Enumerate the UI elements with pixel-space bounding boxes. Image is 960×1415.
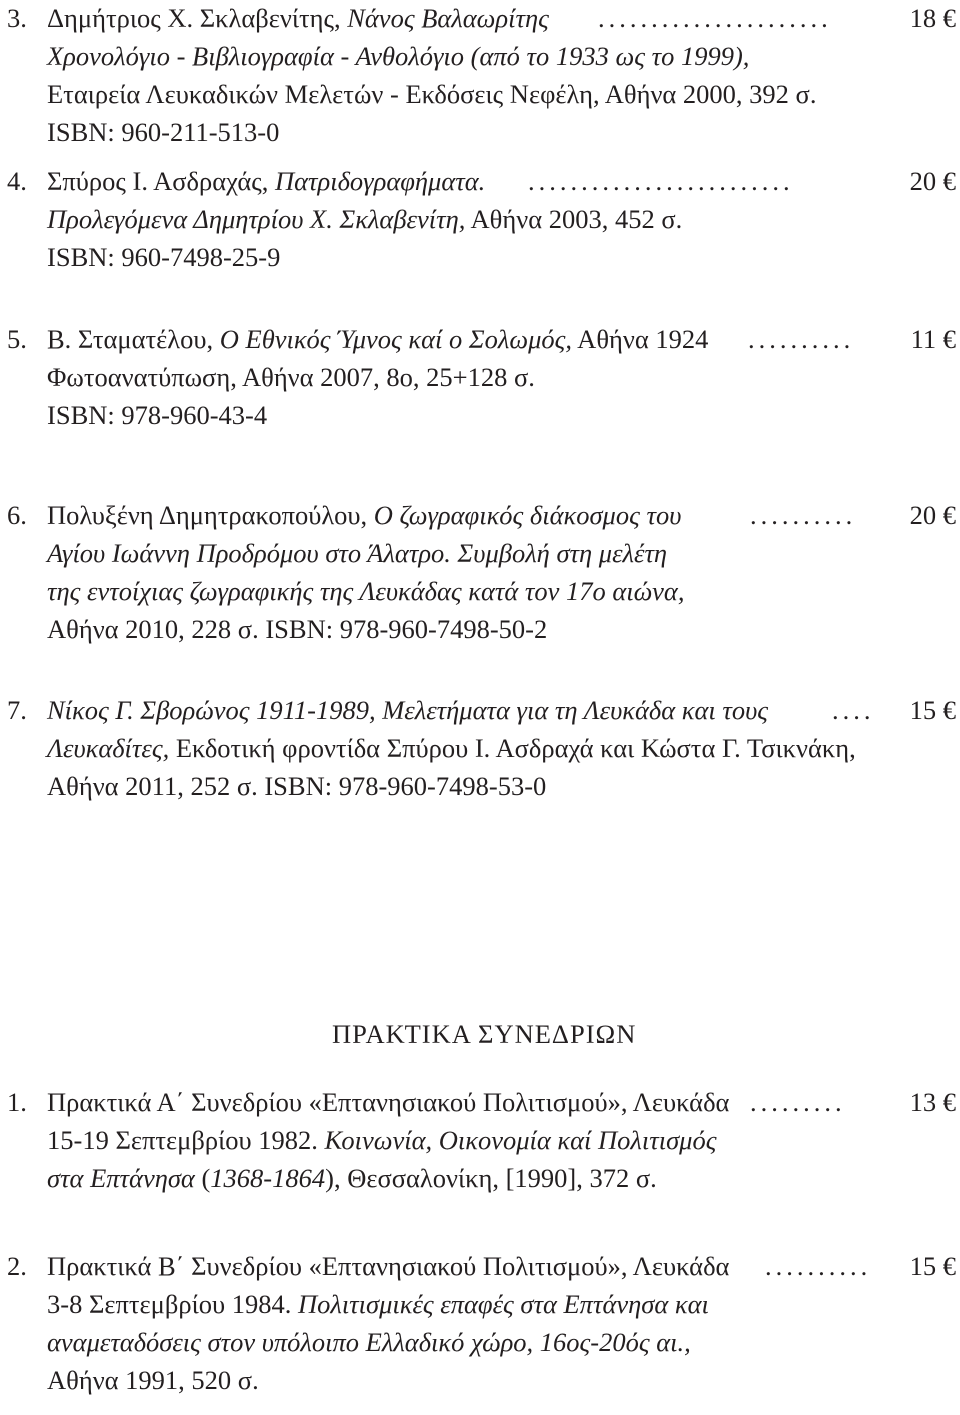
entry-text xyxy=(47,534,667,572)
entry-first-line xyxy=(0,1247,960,1285)
text-segment: Αθήνα 2003, 452 σ. xyxy=(465,204,683,234)
text-segment: ( xyxy=(194,1163,211,1193)
bibliography-entry xyxy=(0,1083,960,1197)
text-segment: ISBN: 960-7498-25-9 xyxy=(47,242,281,272)
text-segment: Αθήνα 1924 xyxy=(572,324,709,354)
entry-number: 7. xyxy=(7,695,27,725)
bibliography-entry xyxy=(0,320,960,434)
entry-text xyxy=(47,572,684,610)
entry-text xyxy=(47,610,547,648)
entry-price: 20 € xyxy=(909,166,956,196)
entry-number: 5. xyxy=(7,324,27,354)
italic-title-segment: 1368-1864 xyxy=(210,1163,326,1193)
dot-leader: .......... xyxy=(765,1251,872,1281)
entry-first-line xyxy=(0,320,960,358)
text-segment: ISBN: 978-960-43-4 xyxy=(47,400,268,430)
entry-text xyxy=(47,1159,657,1197)
entry-text xyxy=(47,1121,716,1159)
dot-leader: ......... xyxy=(750,1087,846,1117)
entry-line xyxy=(0,1159,960,1197)
italic-title-segment: Κοινωνία, Οικονομία καί Πολιτισμός xyxy=(324,1125,717,1155)
text-segment: Σπύρος Ι. Ασδραχάς, xyxy=(47,166,275,196)
bibliography-entry xyxy=(0,496,960,648)
entry-text xyxy=(47,396,267,434)
dot-leader: ......................... xyxy=(528,166,794,196)
entry-text xyxy=(47,496,681,534)
entry-text xyxy=(47,1285,709,1323)
entry-price: 11 € xyxy=(910,324,956,354)
entry-text xyxy=(47,1361,259,1399)
bibliography-entry xyxy=(0,162,960,276)
text-segment: Εταιρεία Λευκαδικών Μελετών - Εκδόσεις Νεφέλη, Αθήνα 2000, 392 σ. xyxy=(47,79,817,109)
entry-first-line xyxy=(0,1083,960,1121)
italic-title-segment: Ο ζωγραφικός διάκοσμος του xyxy=(373,500,682,530)
entry-text xyxy=(47,691,768,729)
entry-line xyxy=(0,1323,960,1361)
italic-title-segment: Αγίου Ιωάννη Προδρόμου στο Άλατρο. Συμβολή στη μελέτη xyxy=(47,538,668,568)
entry-number: 3. xyxy=(7,3,27,33)
text-segment: 3-8 Σεπτεμβρίου 1984. xyxy=(47,1289,298,1319)
entry-line xyxy=(0,572,960,610)
italic-title-segment: Λευκαδίτες, xyxy=(47,733,170,763)
entry-line xyxy=(0,200,960,238)
text-segment: Δημήτριος Χ. Σκλαβενίτης, xyxy=(47,3,348,33)
entry-text xyxy=(47,1083,729,1121)
entry-price: 20 € xyxy=(909,500,956,530)
entry-first-line xyxy=(0,162,960,200)
entry-text xyxy=(47,113,279,151)
entry-text xyxy=(47,320,708,358)
entry-first-line xyxy=(0,691,960,729)
entry-text xyxy=(47,162,485,200)
entry-line xyxy=(0,396,960,434)
entry-number: 4. xyxy=(7,166,27,196)
bibliography-entry xyxy=(0,1247,960,1399)
text-segment: ISBN: 960-211-513-0 xyxy=(47,117,280,147)
entry-line xyxy=(0,534,960,572)
italic-title-segment: αναμεταδόσεις στον υπόλοιπο Ελλαδικό χώρο, 16ος-20ός αι., xyxy=(47,1327,691,1357)
italic-title-segment: της εντοίχιας ζωγραφικής της Λευκάδας κατά τον 17ο αιώνα, xyxy=(47,576,685,606)
entry-number: 1. xyxy=(7,1087,27,1117)
entry-text xyxy=(47,1247,729,1285)
dot-leader: .......... xyxy=(748,324,855,354)
entry-text xyxy=(47,767,546,805)
italic-title-segment: Προλεγόμενα Δημητρίου Χ. Σκλαβενίτη, xyxy=(47,204,466,234)
dot-leader: .... xyxy=(832,695,875,725)
text-segment: 15-19 Σεπτεμβρίου 1982. xyxy=(47,1125,325,1155)
italic-title-segment: στα Επτάνησα xyxy=(47,1163,195,1193)
entry-text xyxy=(47,75,816,113)
dot-leader: .......... xyxy=(750,500,857,530)
entry-price: 18 € xyxy=(909,3,956,33)
entry-line xyxy=(0,1285,960,1323)
entry-line xyxy=(0,113,960,151)
entry-line xyxy=(0,37,960,75)
text-segment: Εκδοτική φροντίδα Σπύρου Ι. Ασδραχά και Κώστα Γ. Τσικνάκη, xyxy=(169,733,856,763)
text-segment: Β. Σταματέλου, xyxy=(47,324,220,354)
entry-line xyxy=(0,767,960,805)
entry-text xyxy=(47,238,280,276)
text-segment: Πρακτικά Α΄ Συνεδρίου «Επτανησιακού Πολιτισμού», Λευκάδα xyxy=(47,1087,730,1117)
section-title: ΠΡΑΚΤΙΚΑ ΣΥΝΕΔΡΙΩΝ xyxy=(332,1019,637,1049)
entry-first-line xyxy=(0,496,960,534)
entry-text xyxy=(47,0,549,37)
entry-first-line xyxy=(0,0,960,37)
entry-line xyxy=(0,358,960,396)
text-segment: Πολυξένη Δημητρακοπούλου, xyxy=(47,500,374,530)
entry-price: 15 € xyxy=(909,1251,956,1281)
entry-price: 15 € xyxy=(909,695,956,725)
entry-number: 2. xyxy=(7,1251,27,1281)
entry-number: 6. xyxy=(7,500,27,530)
italic-title-segment: Νάνος Βαλαωρίτης xyxy=(347,3,549,33)
entry-line xyxy=(0,1121,960,1159)
italic-title-segment: Ο Εθνικός Ύμνος καί ο Σολωμός, xyxy=(219,324,573,354)
entry-text xyxy=(47,1323,691,1361)
italic-title-segment: Χρονολόγιο - Βιβλιογραφία - Ανθολόγιο (από το 1933 ως το 1999), xyxy=(47,41,750,71)
text-segment: ), Θεσσαλονίκη, [1990], 372 σ. xyxy=(325,1163,657,1193)
bibliography-entry xyxy=(0,691,960,805)
entry-line xyxy=(0,75,960,113)
italic-title-segment: Πατριδογραφήματα. xyxy=(274,166,486,196)
entry-line xyxy=(0,238,960,276)
text-segment: Αθήνα 2011, 252 σ. ISBN: 978-960-7498-53-0 xyxy=(47,771,547,801)
text-segment: Πρακτικά Β΄ Συνεδρίου «Επτανησιακού Πολιτισμού», Λευκάδα xyxy=(47,1251,730,1281)
dot-leader: ...................... xyxy=(598,3,832,33)
entry-price: 13 € xyxy=(909,1087,956,1117)
entry-text xyxy=(47,358,535,396)
text-segment: Αθήνα 1991, 520 σ. xyxy=(47,1365,259,1395)
entry-text xyxy=(47,200,682,238)
entry-line xyxy=(0,1361,960,1399)
italic-title-segment: Νίκος Γ. Σβορώνος 1911-1989, Μελετήματα για τη Λευκάδα και τους xyxy=(47,695,768,725)
bibliography-entry xyxy=(0,0,960,151)
entry-text xyxy=(47,729,856,767)
entry-line xyxy=(0,610,960,648)
italic-title-segment: Πολιτισμικές επαφές στα Επτάνησα και xyxy=(297,1289,709,1319)
text-segment: Φωτοανατύπωση, Αθήνα 2007, 8ο, 25+128 σ. xyxy=(47,362,535,392)
entry-line xyxy=(0,729,960,767)
text-segment: Αθήνα 2010, 228 σ. ISBN: 978-960-7498-50-2 xyxy=(47,614,548,644)
entry-text xyxy=(47,37,749,75)
